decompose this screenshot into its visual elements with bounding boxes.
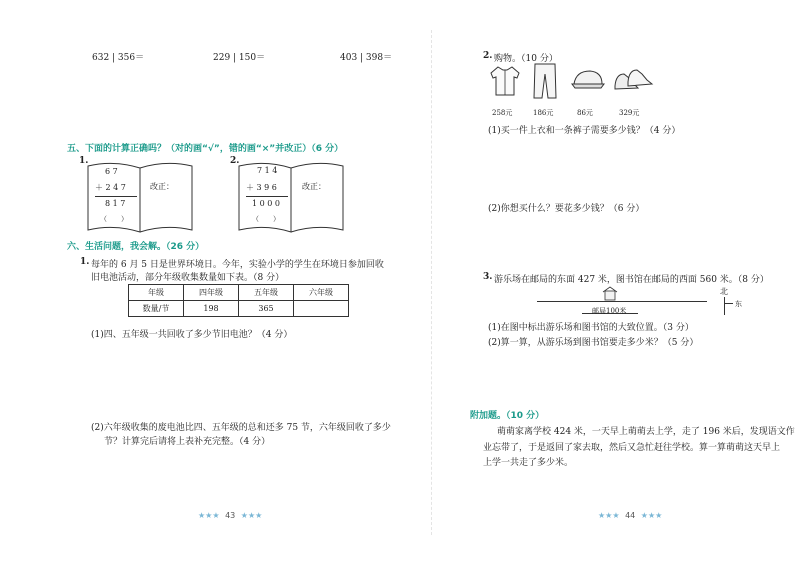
question-1-text-line-1: 每年的 6 月 5 日是世界环境日。今年，实验小学的学生在环境日参加回收 — [91, 260, 384, 270]
post-office-icon — [602, 286, 618, 302]
cap-icon — [570, 68, 606, 92]
question-2-title: 购物。（10 分） — [494, 54, 558, 64]
book-2-number: 2. — [230, 156, 240, 166]
question-1-sub-1: (1)四、五年级一共回收了多少节旧电池？（4 分） — [91, 330, 293, 340]
page-number-left: ★★★ 43 ★★★ — [198, 511, 263, 520]
book-2-row-1: 7 1 4 — [257, 166, 278, 175]
star-decoration-icon: ★★★ — [240, 511, 263, 520]
page-number-right: ★★★ 44 ★★★ — [598, 511, 663, 520]
book-1-fix-label: 改正： — [150, 182, 174, 191]
question-3-title: 游乐场在邮局的东面 427 米，图书馆在邮局的西面 560 米。（8 分） — [494, 275, 769, 285]
extra-question-line-3: 上学一共走了多少米。 — [483, 458, 574, 468]
book-1-row-3: 8 1 7 — [105, 199, 126, 208]
table-cell: 198 — [184, 301, 239, 317]
extra-question-line-1: 萌萌家离学校 424 米，一天早上萌萌去上学，走了 196 米后，发现语文作 — [497, 427, 795, 437]
trousers-icon — [532, 62, 558, 100]
book-2-sum-line — [246, 196, 288, 197]
question-3-sub-2: (2)算一算，从游乐场到图书馆要走多少米？（5 分） — [488, 338, 699, 348]
price-jacket: 258元 — [492, 109, 513, 117]
question-1-text-line-2: 旧电池活动，部分年级收集数量如下表。（8 分） — [91, 273, 285, 283]
page-divider — [431, 30, 432, 535]
table-row — [129, 301, 349, 317]
section-5-title: 五、下面的计算正确吗？（对的画“√”，错的画“×”并改正）（6 分） — [67, 144, 344, 154]
top-expression-1: 632 | 356＝ — [92, 53, 145, 63]
star-decoration-icon: ★★★ — [198, 511, 220, 520]
open-book-2 — [237, 160, 345, 236]
question-3-number: 3. — [483, 272, 493, 282]
question-2-sub-2: (2)你想买什么？要花多少钱？（6 分） — [488, 204, 645, 214]
book-2-judge: （ ） — [252, 215, 280, 223]
jacket-icon — [489, 64, 521, 98]
price-trousers: 186元 — [533, 109, 554, 117]
book-2-row-2: ＋ 3 9 6 — [246, 183, 277, 192]
price-cap: 86元 — [577, 109, 593, 117]
question-1-sub-2-line-1: (2)六年级收集的废电池比四、五年级的总和还多 75 节，六年级回收了多少 — [91, 423, 391, 433]
question-1-number: 1. — [80, 257, 90, 267]
book-1-judge: （ ） — [100, 215, 128, 223]
table-cell: 365 — [239, 301, 294, 317]
extra-question-title: 附加题。（10 分） — [470, 411, 545, 421]
table-cell: 数量/节 — [129, 301, 184, 317]
question-2-number: 2. — [483, 51, 493, 61]
table-header-cell: 六年级 — [294, 285, 349, 301]
question-1-sub-2-line-2: 节？计算完后请将上表补充完整。（4 分） — [104, 437, 271, 447]
star-decoration-icon: ★★★ — [598, 511, 620, 520]
book-1-number: 1. — [79, 156, 89, 166]
star-decoration-icon: ★★★ — [640, 511, 663, 520]
extra-question-line-2: 业忘带了，于是返回了家去取，然后又急忙赶往学校。算一算萌萌这天早上 — [483, 443, 781, 453]
map-north-label: 北 — [720, 287, 728, 296]
question-2-sub-1: (1)买一件上衣和一条裤子需要多少钱？（4 分） — [488, 126, 681, 136]
price-sneakers: 329元 — [619, 109, 640, 117]
map-road-line — [537, 301, 707, 302]
open-book-1 — [86, 160, 194, 236]
map-scale-label: 邮局100米 — [592, 307, 627, 315]
book-1-row-2: ＋ 2 4 7 — [95, 183, 126, 192]
book-2-row-3: 1 0 0 0 — [252, 199, 280, 208]
table-row — [129, 285, 349, 301]
table-header-cell: 年级 — [129, 285, 184, 301]
top-expression-3: 403 | 398＝ — [340, 53, 393, 63]
table-cell-empty — [294, 301, 349, 317]
sneakers-icon — [612, 66, 654, 94]
book-1-row-1: 6 7 — [105, 167, 118, 176]
map-east-label: 东 — [735, 300, 742, 308]
top-expression-2: 229 | 150＝ — [213, 53, 266, 63]
question-3-sub-1: (1)在图中标出游乐场和图书馆的大致位置。（3 分） — [488, 323, 694, 333]
book-2-fix-label: 改正： — [302, 182, 326, 191]
table-header-cell: 四年级 — [184, 285, 239, 301]
compass-vertical-line — [724, 297, 725, 315]
compass-east-line — [724, 303, 733, 304]
table-header-cell: 五年级 — [239, 285, 294, 301]
section-6-title: 六、生活问题，我会解。（26 分） — [67, 242, 205, 252]
book-1-sum-line — [95, 196, 137, 197]
battery-table — [128, 284, 349, 317]
